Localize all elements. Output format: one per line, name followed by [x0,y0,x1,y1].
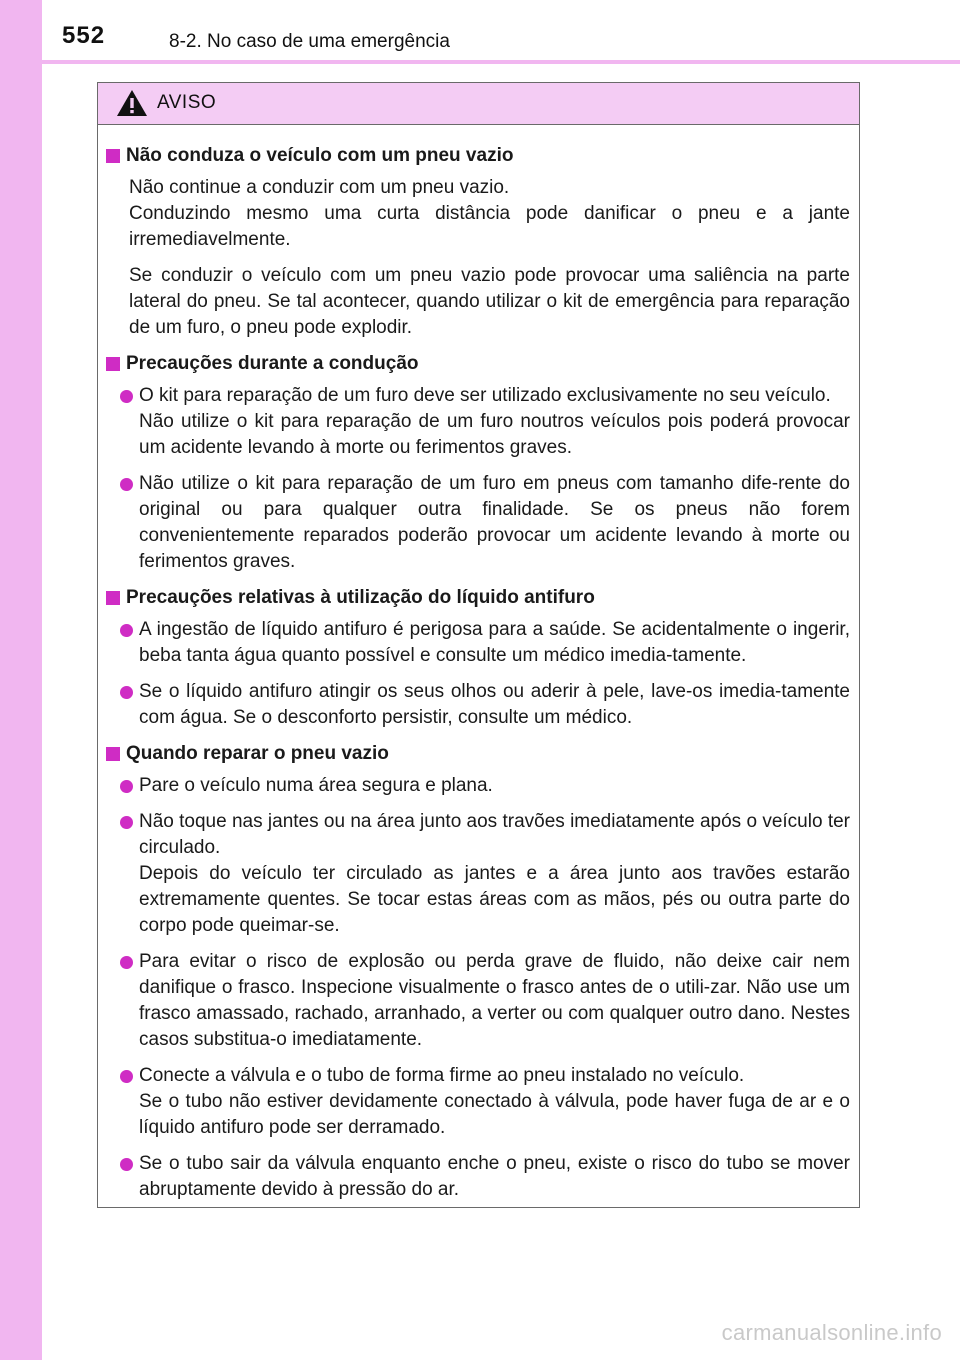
section-heading-text: Precauções durante a condução [126,353,419,374]
round-bullet-icon [120,780,133,793]
round-bullet-icon [120,1070,133,1083]
section-heading [106,351,850,377]
bullet-text [139,809,850,939]
section-heading-text: Precauções relativas à utilização do líquido antifuro [126,587,595,608]
bullet-item [120,773,850,799]
bullet-item [120,471,850,575]
round-bullet-icon [120,624,133,637]
bullet-item [120,809,850,939]
page-number: 552 [62,22,106,49]
bullet-line: O kit para reparação de um furo deve ser utilizado exclusivamente no seu veículo. [139,385,831,406]
section-heading [106,585,850,611]
bullet-line: Conecte a válvula e o tubo de forma firme ao pneu instalado no veículo. [139,1065,745,1086]
round-bullet-icon [120,956,133,969]
warning-label: AVISO [157,92,217,113]
left-color-band [0,0,42,1360]
bullet-line: Não utilize o kit para reparação de um furo noutros veículos pois poderá provocar um acidente levando à morte ou ferimentos graves. [139,411,850,458]
warning-body [98,125,859,1203]
square-bullet-icon [106,591,120,605]
bullet-text [139,383,850,461]
round-bullet-icon [120,686,133,699]
paragraph-line: Não continue a conduzir com um pneu vazio. [129,177,510,198]
section-heading-text: Quando reparar o pneu vazio [126,743,389,764]
bullet-line: Se o tubo não estiver devidamente conectado à válvula, pode haver fuga de ar e o líquido antifuro pode ser derramado. [139,1091,850,1138]
bullet-item [120,1151,850,1203]
round-bullet-icon [120,1158,133,1171]
section-heading [106,143,850,169]
section-repairing [106,741,850,1203]
header-divider [42,60,960,64]
section-driving-precautions [106,351,850,575]
square-bullet-icon [106,357,120,371]
section-flat-tyre [106,143,850,341]
bullet-line: Depois do veículo ter circulado as jantes e a área junto aos travões estarão extremamente quentes. Se tocar estas áreas com as mãos, pés ou outra parte do corpo pode queimar-se. [139,863,850,936]
bullet-text [139,1063,850,1141]
paragraph: Se conduzir o veículo com um pneu vazio pode provocar uma saliência na parte lateral do pneu. Se tal acontecer, quando utilizar o kit de emergência para reparação de um furo, o pneu pode explodir. [129,265,850,338]
paragraph [129,175,850,253]
section-heading-text: Não conduza o veículo com um pneu vazio [126,145,514,166]
bullet-text: Se o tubo sair da válvula enquanto enche o pneu, existe o risco do tubo se mover abruptamente devido à pressão do ar. [139,1153,850,1200]
round-bullet-icon [120,816,133,829]
square-bullet-icon [106,149,120,163]
bullet-text: A ingestão de líquido antifuro é perigosa para a saúde. Se acidentalmente o ingerir, beba tanta água quanto possível e consulte um médico imedia-tamente. [139,619,850,666]
bullet-text: Se o líquido antifuro atingir os seus olhos ou aderir à pele, lave-os imedia-tamente com água. Se o desconforto persistir, consulte um médico. [139,681,850,728]
round-bullet-icon [120,390,133,403]
bullet-item [120,679,850,731]
warning-header [98,83,859,125]
chapter-title: 8-2. No caso de uma emergência [169,31,450,52]
section-sealant-precautions [106,585,850,731]
bullet-item [120,949,850,1053]
bullet-text: Para evitar o risco de explosão ou perda grave de fluido, não deixe cair nem danifique o frasco. Inspecione visualmente o frasco antes de o utili-zar. Não use um frasco amassado, rachado, arranhado, a verter ou com qualquer outro dano. Nestes casos substitua-o imediatamente. [139,951,850,1050]
paragraph-line: Conduzindo mesmo uma curta distância pode danificar o pneu e a jante irremediavelmente. [129,203,850,250]
watermark: carmanualsonline.info [721,1320,942,1345]
round-bullet-icon [120,478,133,491]
warning-triangle-icon [116,89,148,117]
square-bullet-icon [106,747,120,761]
bullet-text: Não utilize o kit para reparação de um furo em pneus com tamanho dife-rente do original ou para qualquer outra finalidade. Se os pneus não forem convenientemente reparados poderão provocar um acidente levando à morte ou ferimentos graves. [139,473,850,572]
bullet-line: Não toque nas jantes ou na área junto aos travões imediatamente após o veículo ter circulado. [139,811,850,858]
section-heading [106,741,850,767]
bullet-item [120,1063,850,1141]
warning-box [97,82,860,1208]
bullet-item [120,383,850,461]
bullet-item [120,617,850,669]
bullet-text: Pare o veículo numa área segura e plana. [139,775,493,796]
